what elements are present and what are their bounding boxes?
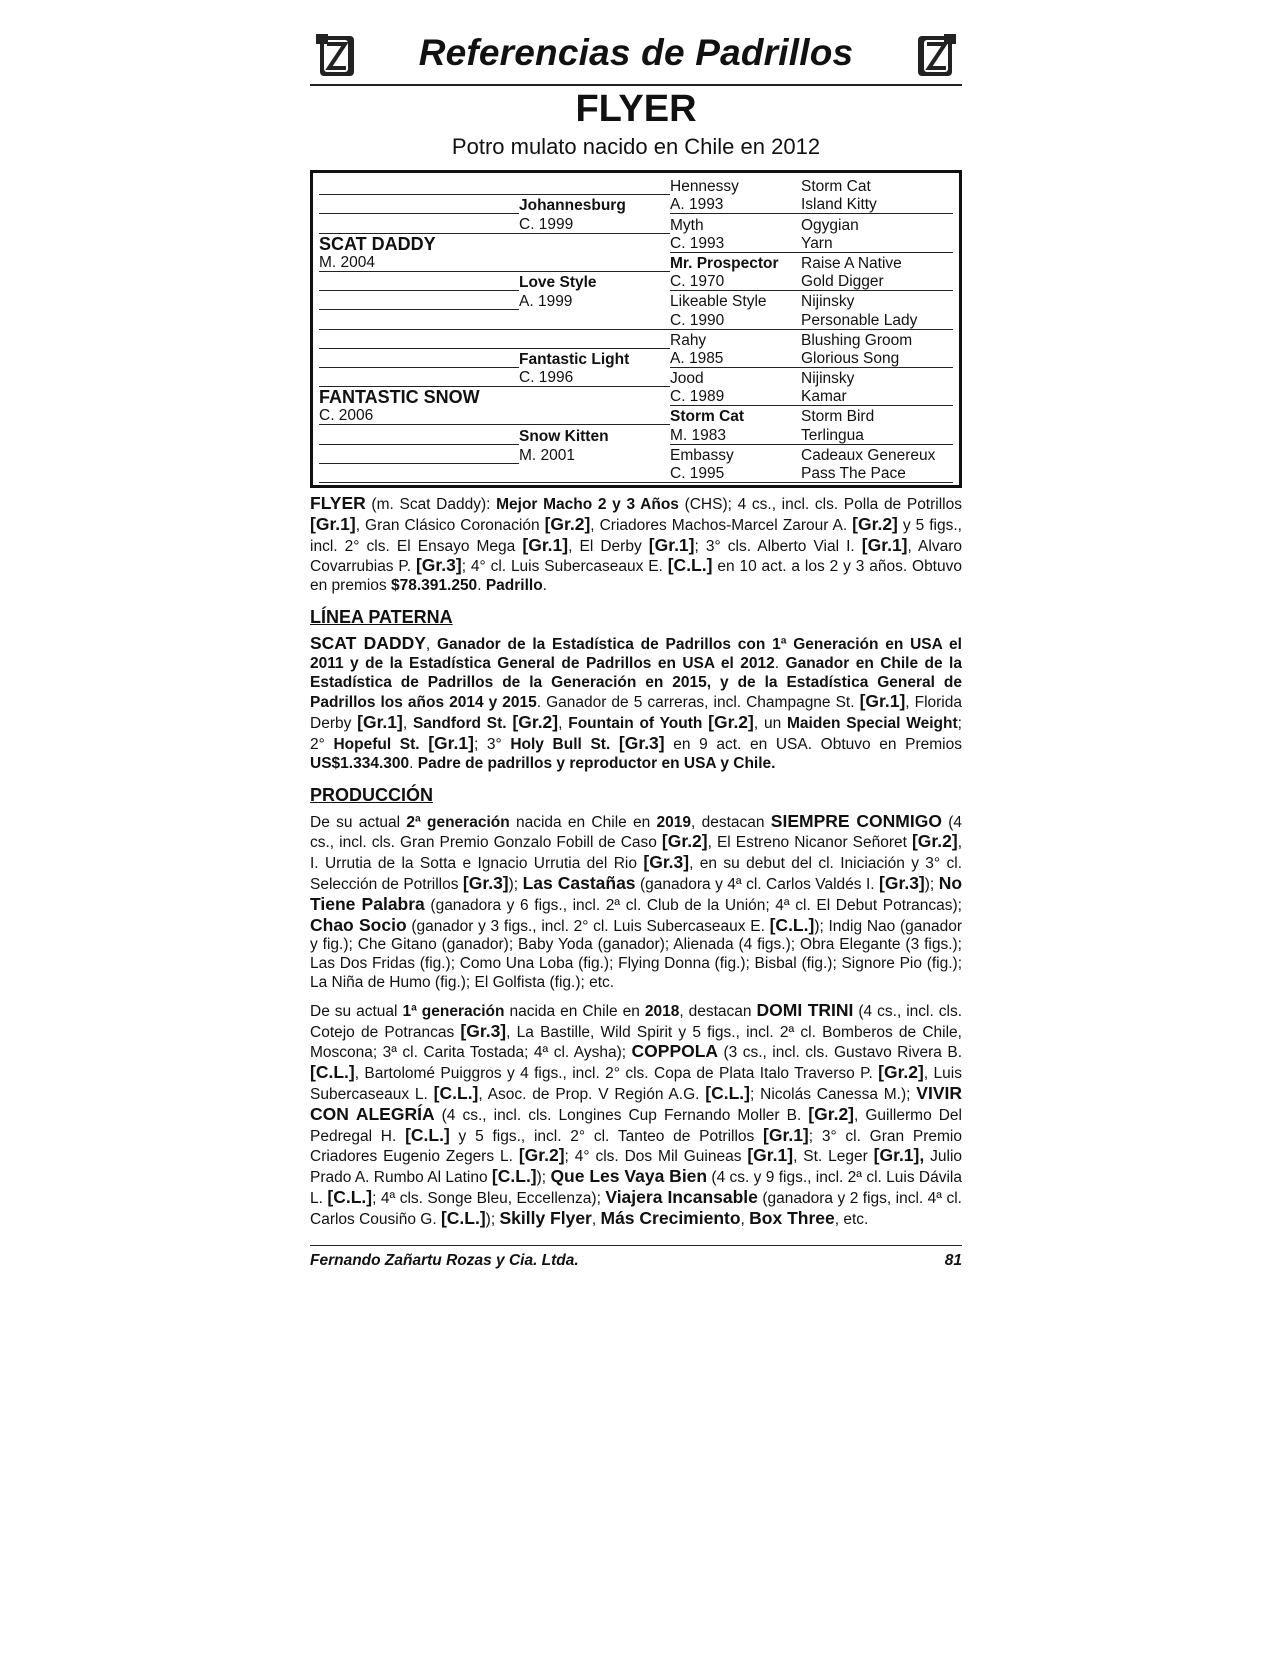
pedigree-row [319,234,953,253]
pedigree-cell: Storm Cat [801,178,871,196]
pedigree-cell: A. 1999 [519,293,573,311]
pedigree-cell [519,424,670,425]
pedigree-cell: Rahy [670,331,707,349]
pedigree-cell [319,194,519,195]
pedigree-cell: C. 1995 [670,465,801,483]
pedigree-cell [319,309,519,310]
pedigree-cell: Storm Cat [670,408,745,426]
pedigree-cell: Hennessy [670,178,739,196]
pedigree-cell [319,367,519,368]
production-gen2-text: De su actual 2ª generación nacida en Chile en 2019, destacan SIEMPRE CONMIGO (4 cs., incl. cls. Gran Premio Gonzalo Fobill de Caso [Gr.2], El Estreno Nicanor Señoret [Gr.2], I. Urrutia de la Sotta e Ignacio Urrutia del Rio [Gr.3], en su debut del cl. Iniciación y 3° cl. Selección de Potrillos [Gr.3]); Las Castañas (ganadora y 4ª cl. Carlos Valdés I. [Gr.3]); No Tiene Palabra (ganadora y 6 figs., incl. 2ª cl. Club de la Unión; 4ª cl. El Debut Potrancas); Chao Socio (ganador y 3 figs., incl. 2° cl. Luis Subercaseaux E. [C.L.]); Indig Nao (ganador y fig.); Che Gitano (ganador); Baby Yoda (ganador); Alienada (4 figs.); Obra Elegante (3 figs.); Las Dos Fridas (fig.); Como Una Loba (fig.); Flying Donna (fig.); Bisbal (fig.); Signore Pio (fig.); La Niña de Humo (fig.); El Golfista (fig.); etc. [310,810,963,991]
pedigree-cell [319,463,519,464]
pedigree-cell: Island Kitty [801,196,953,214]
zr-monogram-logo [914,32,958,80]
pedigree-cell: C. 1970 [670,273,801,291]
pedigree-cell: Pass The Pace [801,465,953,483]
pedigree-cell: Likeable Style [670,293,767,311]
pedigree-cell: C. 1993 [670,235,801,253]
pedigree-cell: Raise A Native [801,254,902,272]
pedigree-cell: Johannesburg [519,197,626,215]
horse-name: FLYER [575,88,697,130]
pedigree-row [319,368,953,387]
pedigree-cell: SCAT DADDY [319,235,436,253]
pedigree-row [319,406,953,425]
pedigree-row [319,349,953,368]
pedigree-cell: Ogygian [801,216,859,234]
pedigree-cell: Nijinsky [801,370,855,388]
pedigree-cell: Love Style [519,274,597,292]
pedigree-row [319,464,953,483]
pedigree-row [319,425,953,444]
pedigree-row [319,272,953,291]
pedigree-cell: M. 1983 [670,427,801,445]
section-heading-linea-paterna: LÍNEA PATERNA [310,606,453,627]
pedigree-cell: Snow Kitten [519,427,609,445]
pedigree-cell: C. 1999 [519,216,670,234]
pedigree-row [319,387,953,406]
pedigree-cell [319,386,519,387]
pedigree-cell [519,271,670,272]
pedigree-cell: Glorious Song [801,350,953,368]
pedigree-cell: Mr. Prospector [670,254,779,272]
page-number: 81 [944,1252,962,1269]
pedigree-cell: A. 1985 [670,350,801,368]
pedigree-cell [319,348,519,349]
pedigree-cell: Kamar [801,388,953,406]
pedigree-cell: C. 1989 [670,388,801,406]
pedigree-row [319,176,953,195]
pedigree-cell: Terlingua [801,427,953,445]
pedigree-cell: Fantastic Light [519,350,630,368]
pedigree-cell: Storm Bird [801,408,875,426]
pedigree-cell: Embassy [670,446,734,464]
pedigree-cell: Gold Digger [801,273,953,291]
pedigree-row [319,330,953,349]
production-gen1-text: De su actual 1ª generación nacida en Chile en 2018, destacan DOMI TRINI (4 cs., incl. cls. Cotejo de Potrancas [Gr.3], La Bastille, Wild Spirit y 5 figs., incl. 2ª cl. Bomberos de Chile, Moscona; 3ª cl. Carita Tostada; 4ª cl. Aysha); COPPOLA (3 cs., incl. cls. Gustavo Rivera B. [C.L.], Bartolomé Puiggros y 4 figs., incl. 2° cls. Copa de Plata Italo Traverso P. [Gr.2], Luis Subercaseaux L. [C.L.], Asoc. de Prop. V Región A.G. [C.L.]; Nicolás Canessa M.); VIVIR CON ALEGRÍA (4 cs., incl. cls. Longines Cup Fernando Moller B. [Gr.2], Guillermo Del Pedregal H. [C.L.] y 5 figs., incl. 2° cl. Tanteo de Potrillos [Gr.1]; 3° cl. Gran Premio Criadores Eugenio Zegers L. [Gr.2]; 4° cls. Dos Mil Guineas [Gr.1], St. Leger [Gr.1], Julio Prado A. Rumbo Al Latino [C.L.]); Que Les Vaya Bien (4 cs. y 9 figs., incl. 2ª cl. Luis Dávila L. [C.L.]; 4ª cls. Songe Bleu, Eccellenza); Viajera Incansable (ganadora y 2 figs, incl. 4ª cl. Carlos Cousiño G. [C.L.]); Skilly Flyer, Más Crecimiento, Box Three, etc. [310,999,963,1228]
pedigree-cell [319,233,519,234]
footer-company: Fernando Zañartu Rozas y Cia. Ltda. [310,1252,579,1269]
page-title: Referencias de Padrillos [418,32,854,73]
pedigree-cell: Blushing Groom [801,331,913,349]
pedigree-cell: M. 2004 [319,254,519,272]
pedigree-cell: Cadeaux Genereux [801,446,936,464]
pedigree-row [319,214,953,233]
document-page [310,28,962,1230]
pedigree-row [319,310,953,329]
pedigree-cell: Myth [670,216,704,234]
pedigree-row [319,253,953,272]
pedigree-cell: C. 1996 [519,369,670,387]
pedigree-cell [319,444,519,445]
pedigree-row [319,445,953,464]
pedigree-cell [519,194,670,195]
horse-summary: FLYER (m. Scat Daddy): Mejor Macho 2 y 3 Años (CHS); 4 cs., incl. cls. Polla de Potrillos [Gr.1], Gran Clásico Coronación [Gr.2], Criadores Machos-Marcel Zarour A. [Gr.2] y 5 figs., incl. 2° cls. El Ensayo Mega [Gr.1], El Derby [Gr.1]; 3° cls. Alberto Vial I. [Gr.1], Alvaro Covarrubias P. [Gr.3]; 4° cl. Luis Subercaseaux E. [C.L.] en 10 act. a los 2 y 3 años. Obtuvo en premios $78.391.250. Padrillo. [310,493,962,595]
pedigree-cell [319,213,519,214]
page-header [310,28,962,86]
horse-description: Potro mulato nacido en Chile en 2012 [451,134,821,159]
pedigree-cell [319,290,519,291]
pedigree-cell [519,329,670,330]
section-heading-produccion: PRODUCCIÓN [310,784,434,805]
pedigree-cell [519,348,670,349]
pedigree-cell [319,482,519,483]
sire-line-text: SCAT DADDY, Ganador de la Estadística de Padrillos con 1ª Generación en USA el 2011 y de la Estadística General de Padrillos en USA el 2012. Ganador en Chile de la Estadística de Padrillos de la Generación en 2015, y de la Estadística General de Padrillos los años 2014 y 2015. Ganador de 5 carreras, incl. Champagne St. [Gr.1], Florida Derby [Gr.1], Sandford St. [Gr.2], Fountain of Youth [Gr.2], un Maiden Special Weight; 2° Hopeful St. [Gr.1]; 3° Holy Bull St. [Gr.3] en 9 act. en USA. Obtuvo en Premios US$1.334.300. Padre de padrillos y reproductor en USA y Chile. [310,632,962,772]
pedigree-cell: Jood [670,370,704,388]
pedigree-cell [519,482,670,483]
pedigree-row [319,195,953,214]
pedigree-cell: FANTASTIC SNOW [319,389,480,407]
pedigree-cell [319,329,519,330]
pedigree-table [310,170,962,488]
pedigree-row [319,291,953,310]
pedigree-cell: C. 2006 [319,407,519,425]
pedigree-cell: Nijinsky [801,293,855,311]
pedigree-cell: Personable Lady [801,312,953,330]
pedigree-cell: C. 1990 [670,312,801,330]
page-footer [310,1245,962,1270]
pedigree-cell: M. 2001 [519,446,576,464]
pedigree-cell: A. 1993 [670,196,801,214]
pedigree-cell: Yarn [801,235,953,253]
